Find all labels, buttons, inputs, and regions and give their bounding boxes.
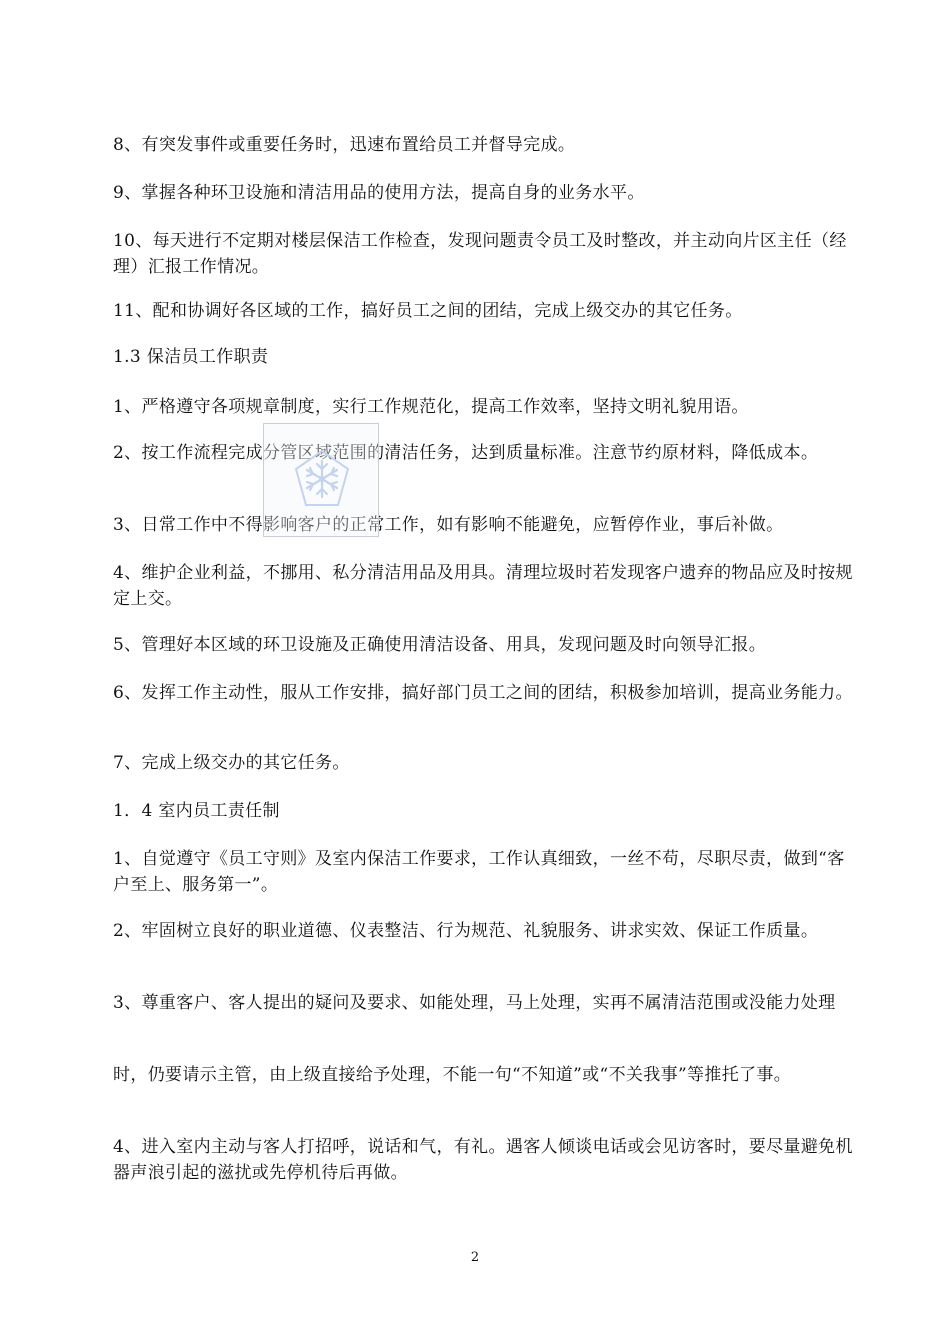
cleaner-duty-2: 2、按工作流程完成分管区域范围的清洁任务，达到质量标准。注意节约原材料，降低成本。 [113,443,819,463]
cleaner-duty-7: 7、完成上级交办的其它任务。 [113,753,350,773]
cleaner-duty-6: 6、发挥工作主动性，服从工作安排，搞好部门员工之间的团结，积极参加培训，提高业务能力。 [113,683,853,703]
page-number: 2 [470,1250,480,1265]
indoor-duty-3: 3、尊重客户、客人提出的疑问及要求、如能处理，马上处理，实再不属清洁范围或没能力处理 [113,993,836,1013]
cleaner-duty-1: 1、严格遵守各项规章制度，实行工作规范化，提高工作效率，坚持文明礼貌用语。 [113,397,749,417]
section-heading-1-4: 1．4 室内员工责任制 [113,801,280,821]
watermark-logo [263,423,379,537]
cleaner-duty-3: 3、日常工作中不得影响客户的正常工作，如有影响不能避免，应暂停作业，事后补做。 [113,515,784,535]
paragraph-9: 9、掌握各种环卫设施和清洁用品的使用方法，提高自身的业务水平。 [113,183,645,203]
indoor-duty-1: 1、自觉遵守《员工守则》及室内保洁工作要求，工作认真细致，一丝不苟，尽职尽责，做到“客户至上、服务第一”。 [113,849,845,895]
cleaner-duty-5: 5、管理好本区域的环卫设施及正确使用清洁设备、用具，发现问题及时向领导汇报。 [113,635,767,655]
cleaner-duty-4: 4、维护企业利益，不挪用、私分清洁用品及用具。清理垃圾时若发现客户遗弃的物品应及时按规定上交。 [113,563,853,609]
paragraph-8: 8、有突发事件或重要任务时，迅速布置给员工并督导完成。 [113,135,576,155]
snowflake-logo-icon [294,449,350,509]
section-heading-1-3: 1.3 保洁员工作职责 [113,347,269,367]
indoor-duty-2: 2、牢固树立良好的职业道德、仪表整洁、行为规范、礼貌服务、讲求实效、保证工作质量。 [113,921,819,941]
indoor-duty-4: 4、进入室内主动与客人打招呼，说话和气，有礼。遇客人倾谈电话或会见访客时，要尽量避免机器声浪引起的滋扰或先停机待后再做。 [113,1137,853,1183]
paragraph-11: 11、配和协调好各区域的工作，搞好员工之间的团结，完成上级交办的其它任务。 [113,301,743,321]
paragraph-10: 10、每天进行不定期对楼层保洁工作检查，发现问题责令员工及时整改，并主动向片区主任（经理）汇报工作情况。 [113,231,847,277]
indoor-duty-3-continued: 时，仍要请示主管，由上级直接给予处理，不能一句“不知道”或“不关我事”等推托了事。 [113,1065,792,1085]
